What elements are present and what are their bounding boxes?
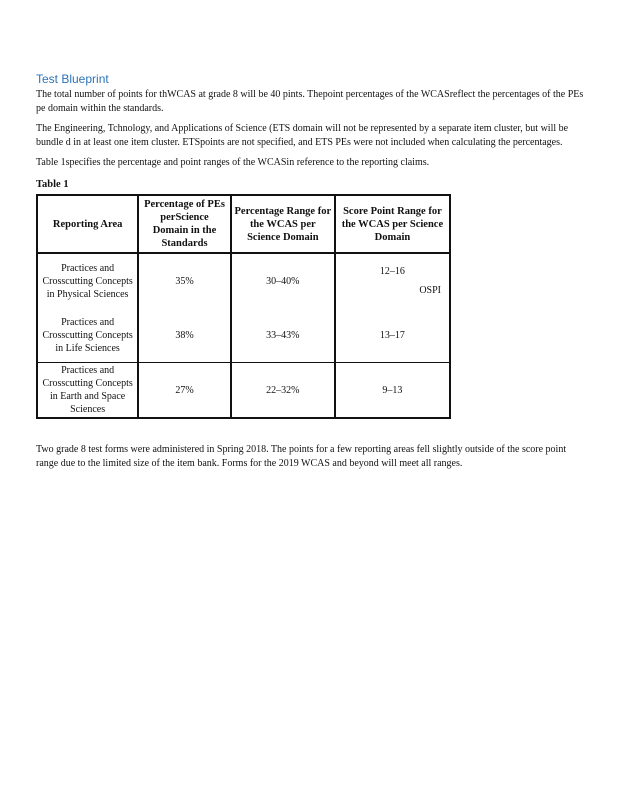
- cell-reporting-area: Practices and Crosscutting Concepts in Earth and Space Sciences: [37, 363, 138, 419]
- paragraph-closing: Two grade 8 test forms were administered in Spring 2018. The points for a few reporting areas fell slightly outside of the score point range due to the limited size of the item bank. Forms for the 2019 WCAS and beyond will meet all ranges.: [36, 444, 567, 469]
- cell-percentage-range: 33–43%: [231, 308, 335, 363]
- paragraph-ets: The Engineering, Tchnology, and Applications of Science (ETS domain will not be represented by a separate item cluster, but will be bundle d in at least one item cluster. ETSpoints are not specified, and ETS PEs were not included when calculating the percentages.: [36, 123, 569, 148]
- cell-pe-percentage: 27%: [138, 363, 231, 419]
- cell-pe-percentage: 35%: [138, 253, 231, 308]
- cell-percentage-range: 22–32%: [231, 363, 335, 419]
- paragraph-points: The total number of points for thWCAS at grade 8 will be 40 pints. Thepoint percentages of the WCASreflect the percentages of the PEs pe domain within the standards.: [36, 89, 584, 114]
- table-header-row: [37, 195, 450, 253]
- cell-pe-percentage: 38%: [138, 308, 231, 363]
- table-row: [37, 253, 450, 308]
- blueprint-table: [36, 194, 451, 419]
- cell-score-point-range: 13–17: [335, 308, 450, 363]
- section-heading: Test Blueprint: [36, 72, 109, 86]
- header-score-point-range: Score Point Range for the WCAS per Science Domain: [335, 195, 450, 253]
- document-page: [36, 72, 584, 477]
- header-percentage-range: Percentage Range for the WCAS per Science Domain: [231, 195, 335, 253]
- cell-reporting-area: Practices and Crosscutting Concepts in Physical Sciences: [37, 253, 138, 308]
- table-label: Table 1: [36, 179, 69, 190]
- header-pe-percentage: Percentage of PEs perScience Domain in the Standards: [138, 195, 231, 253]
- table-row: [37, 363, 450, 419]
- paragraph-table-intro: Table 1specifies the percentage and point ranges of the WCASin reference to the reporting claims.: [36, 157, 430, 168]
- header-reporting-area: Reporting Area: [37, 195, 138, 253]
- cell-score-point-range: [335, 253, 450, 308]
- cell-score-point-range: 9–13: [335, 363, 450, 419]
- cell-percentage-range: 30–40%: [231, 253, 335, 308]
- ospi-text: OSPI: [419, 285, 441, 296]
- cell-reporting-area: Practices and Crosscutting Concepts in Life Sciences: [37, 308, 138, 363]
- table-row: [37, 308, 450, 363]
- score-points-value: 12–16: [379, 266, 405, 277]
